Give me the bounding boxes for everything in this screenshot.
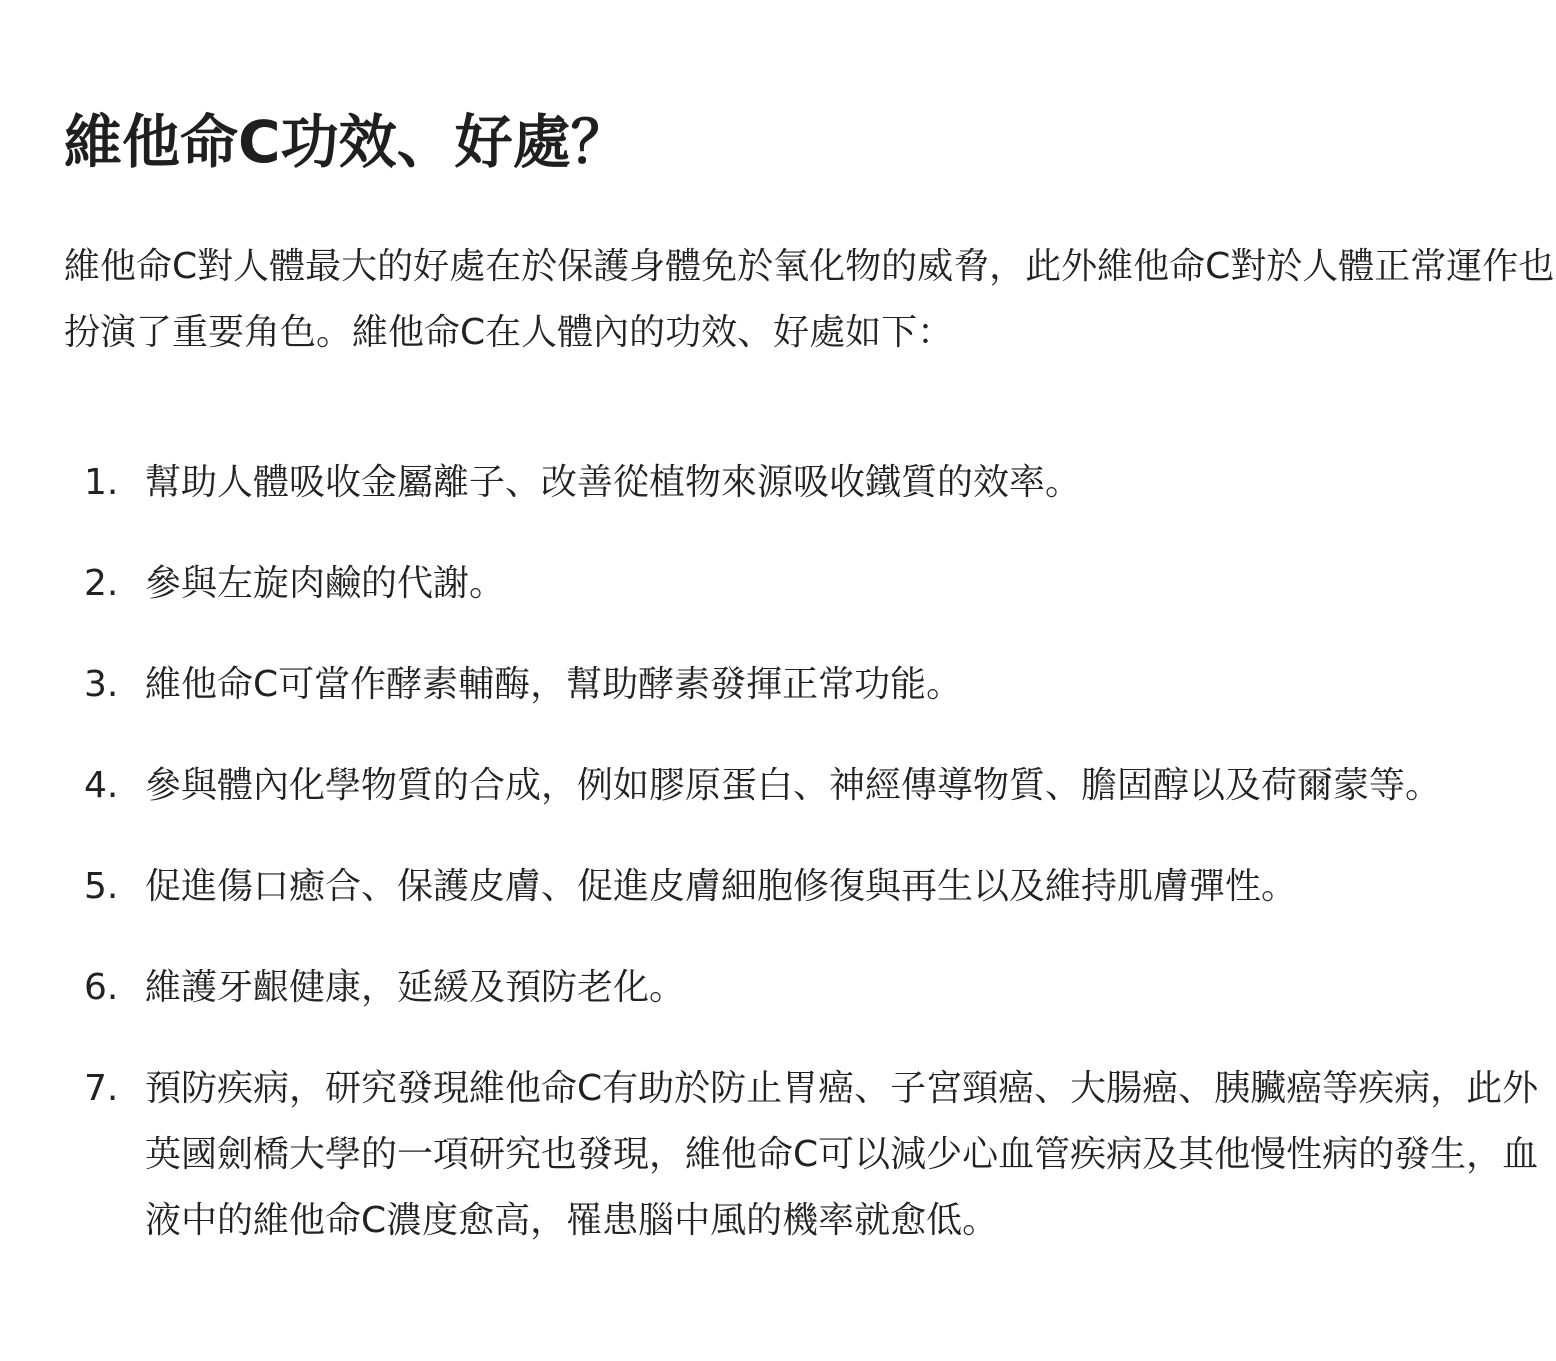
list-item (64, 551, 1556, 617)
benefits-list (64, 450, 1556, 1254)
article (64, 104, 1556, 1254)
list-item-text: 維他命C可當作酵素輔酶，幫助酵素發揮正常功能。 (145, 664, 963, 705)
list-item-text: 參與左旋肉鹼的代謝。 (145, 563, 506, 604)
list-item-number: 3. (84, 664, 119, 705)
list-item-text: 預防疾病，研究發現維他命C有助於防止胃癌、子宮頸癌、大腸癌、胰臟癌等疾病，此外英國劍橋大學的一項研究也發現，維他命C可以減少心血管疾病及其他慢性病的發生，血液中的維他命C濃度愈高，罹患腦中風的機率就愈低。 (145, 1068, 1539, 1241)
list-item-text: 促進傷口癒合、保護皮膚、促進皮膚細胞修復與再生以及維持肌膚彈性。 (145, 866, 1298, 907)
list-item-text: 維護牙齦健康，延緩及預防老化。 (145, 967, 686, 1008)
article-intro: 維他命C對人體最大的好處在於保護身體免於氧化物的威脅，此外維他命C對於人體正常運作也扮演了重要角色。維他命C在人體內的功效、好處如下： (64, 246, 1555, 353)
list-item-number: 1. (84, 462, 119, 503)
list-item-text: 幫助人體吸收金屬離子、改善從植物來源吸收鐵質的效率。 (145, 462, 1082, 503)
list-item (64, 854, 1556, 920)
list-item (64, 955, 1556, 1021)
list-item-number: 6. (84, 967, 119, 1008)
list-item (64, 652, 1556, 718)
list-item-text: 參與體內化學物質的合成，例如膠原蛋白、神經傳導物質、膽固醇以及荷爾蒙等。 (145, 765, 1442, 806)
list-item-number: 7. (84, 1068, 119, 1109)
list-item (64, 450, 1556, 516)
list-item-number: 5. (84, 866, 119, 907)
list-item-number: 2. (84, 563, 119, 604)
list-item-number: 4. (84, 765, 119, 806)
article-title: 維他命C功效、好處？ (64, 108, 629, 176)
list-item (64, 753, 1556, 819)
list-item (64, 1056, 1556, 1254)
